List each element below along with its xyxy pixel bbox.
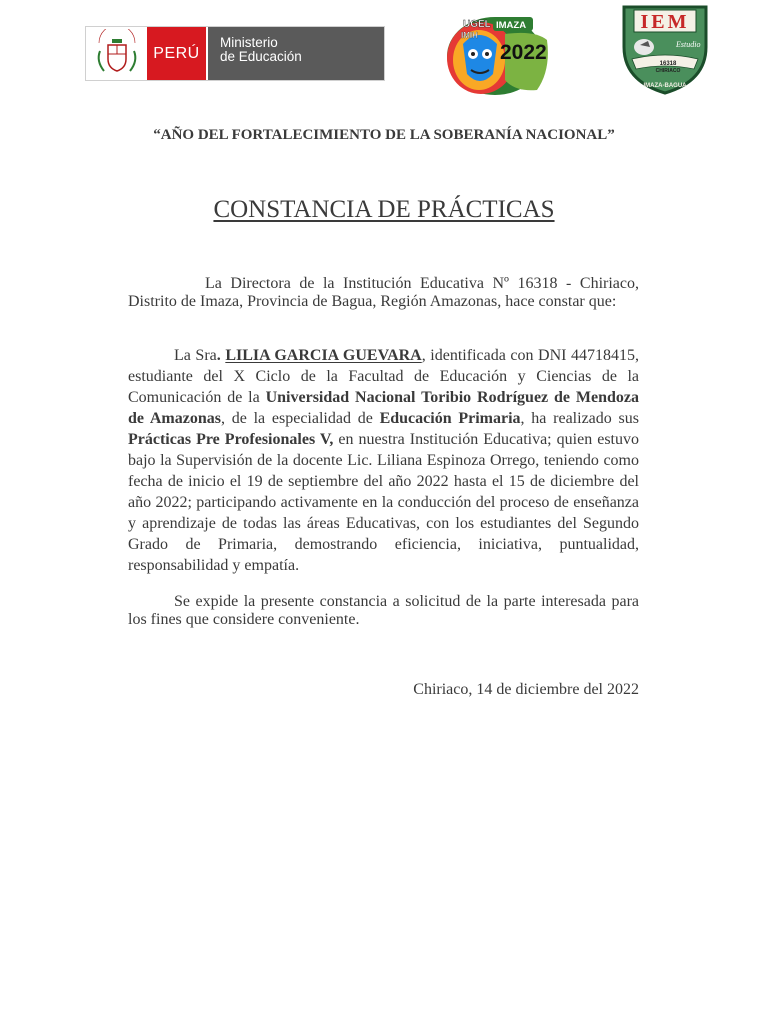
imih-label: IMIH — [461, 31, 478, 40]
ministry-name — [206, 27, 384, 80]
iem-place: IMAZA-BAGUA — [643, 83, 687, 89]
specialty-name: Educación Primaria — [379, 410, 521, 427]
year-motto: “AÑO DEL FORTALECIMIENTO DE LA SOBERANÍA NACIONAL” — [153, 127, 615, 143]
closing-paragraph — [128, 593, 639, 629]
document-title: CONSTANCIA DE PRÁCTICAS — [213, 196, 555, 223]
ugel-label: UGEL — [463, 19, 491, 30]
minedu-logo — [85, 26, 385, 81]
salutation-dot: . — [216, 347, 221, 364]
ugel-imaza-logo — [445, 14, 555, 96]
closing-text: Se expide la presente constancia a solicitud de la parte interesada para los fines que considere conveniente. — [128, 593, 639, 628]
ministry-line2: de Educación — [220, 49, 302, 64]
intro-paragraph — [128, 275, 639, 311]
imaza-label: IMAZA — [496, 20, 527, 31]
practice-details: en nuestra Institución Educativa; quien estuvo bajo la Supervisión de la docente Lic. Liliana Espinoza Orrego, teniendo como fecha de inicio el 19 de septiembre del año 2022 hasta el 15 de diciembre del año 2022; participando activamente en la conducción del proceso de enseñanza y aprendizaje de todas las áreas Educativas, con los estudiantes del Segundo Grado de Primaria, demostrando eficiencia, iniciativa, puntualidad, responsabilidad y empatía. — [128, 431, 639, 574]
peru-coat-of-arms-icon — [86, 27, 147, 80]
dni-text: , identificada con DNI 44718415, estudiante del X Ciclo de la Facultad de Educación y Ciencias de la Comunicación de la — [128, 347, 640, 406]
iem-initials: IEM — [640, 11, 690, 33]
date-line: Chiriaco, 14 de diciembre del 2022 — [413, 681, 639, 698]
practice-name: Prácticas Pre Profesionales V, — [128, 431, 334, 448]
student-name: LILIA GARCIA GUEVARA — [225, 347, 422, 364]
specialty-intro: , de la especialidad de — [220, 410, 380, 427]
intro-text: La Directora de la Institución Educativa Nº 16318 - Chiriaco, Distrito de Imaza, Provincia de Bagua, Región Amazonas, hace constar que: — [128, 275, 639, 310]
iem-number: 16318 — [659, 61, 677, 67]
year-label: 2022 — [500, 41, 547, 64]
practice-intro: , ha realizado sus — [520, 410, 639, 427]
main-paragraph — [128, 345, 639, 576]
iem-town: CHIRIACO — [655, 68, 681, 74]
iem-motto: Estudio — [676, 40, 701, 49]
salutation: La Sra — [174, 347, 217, 364]
iem-school-crest — [620, 5, 710, 95]
ministry-line1: Ministerio — [220, 35, 278, 50]
university-name: Universidad Nacional Toribio Rodríguez de Mendoza de Amazonas — [128, 389, 639, 427]
peru-label: PERÚ — [147, 27, 206, 80]
